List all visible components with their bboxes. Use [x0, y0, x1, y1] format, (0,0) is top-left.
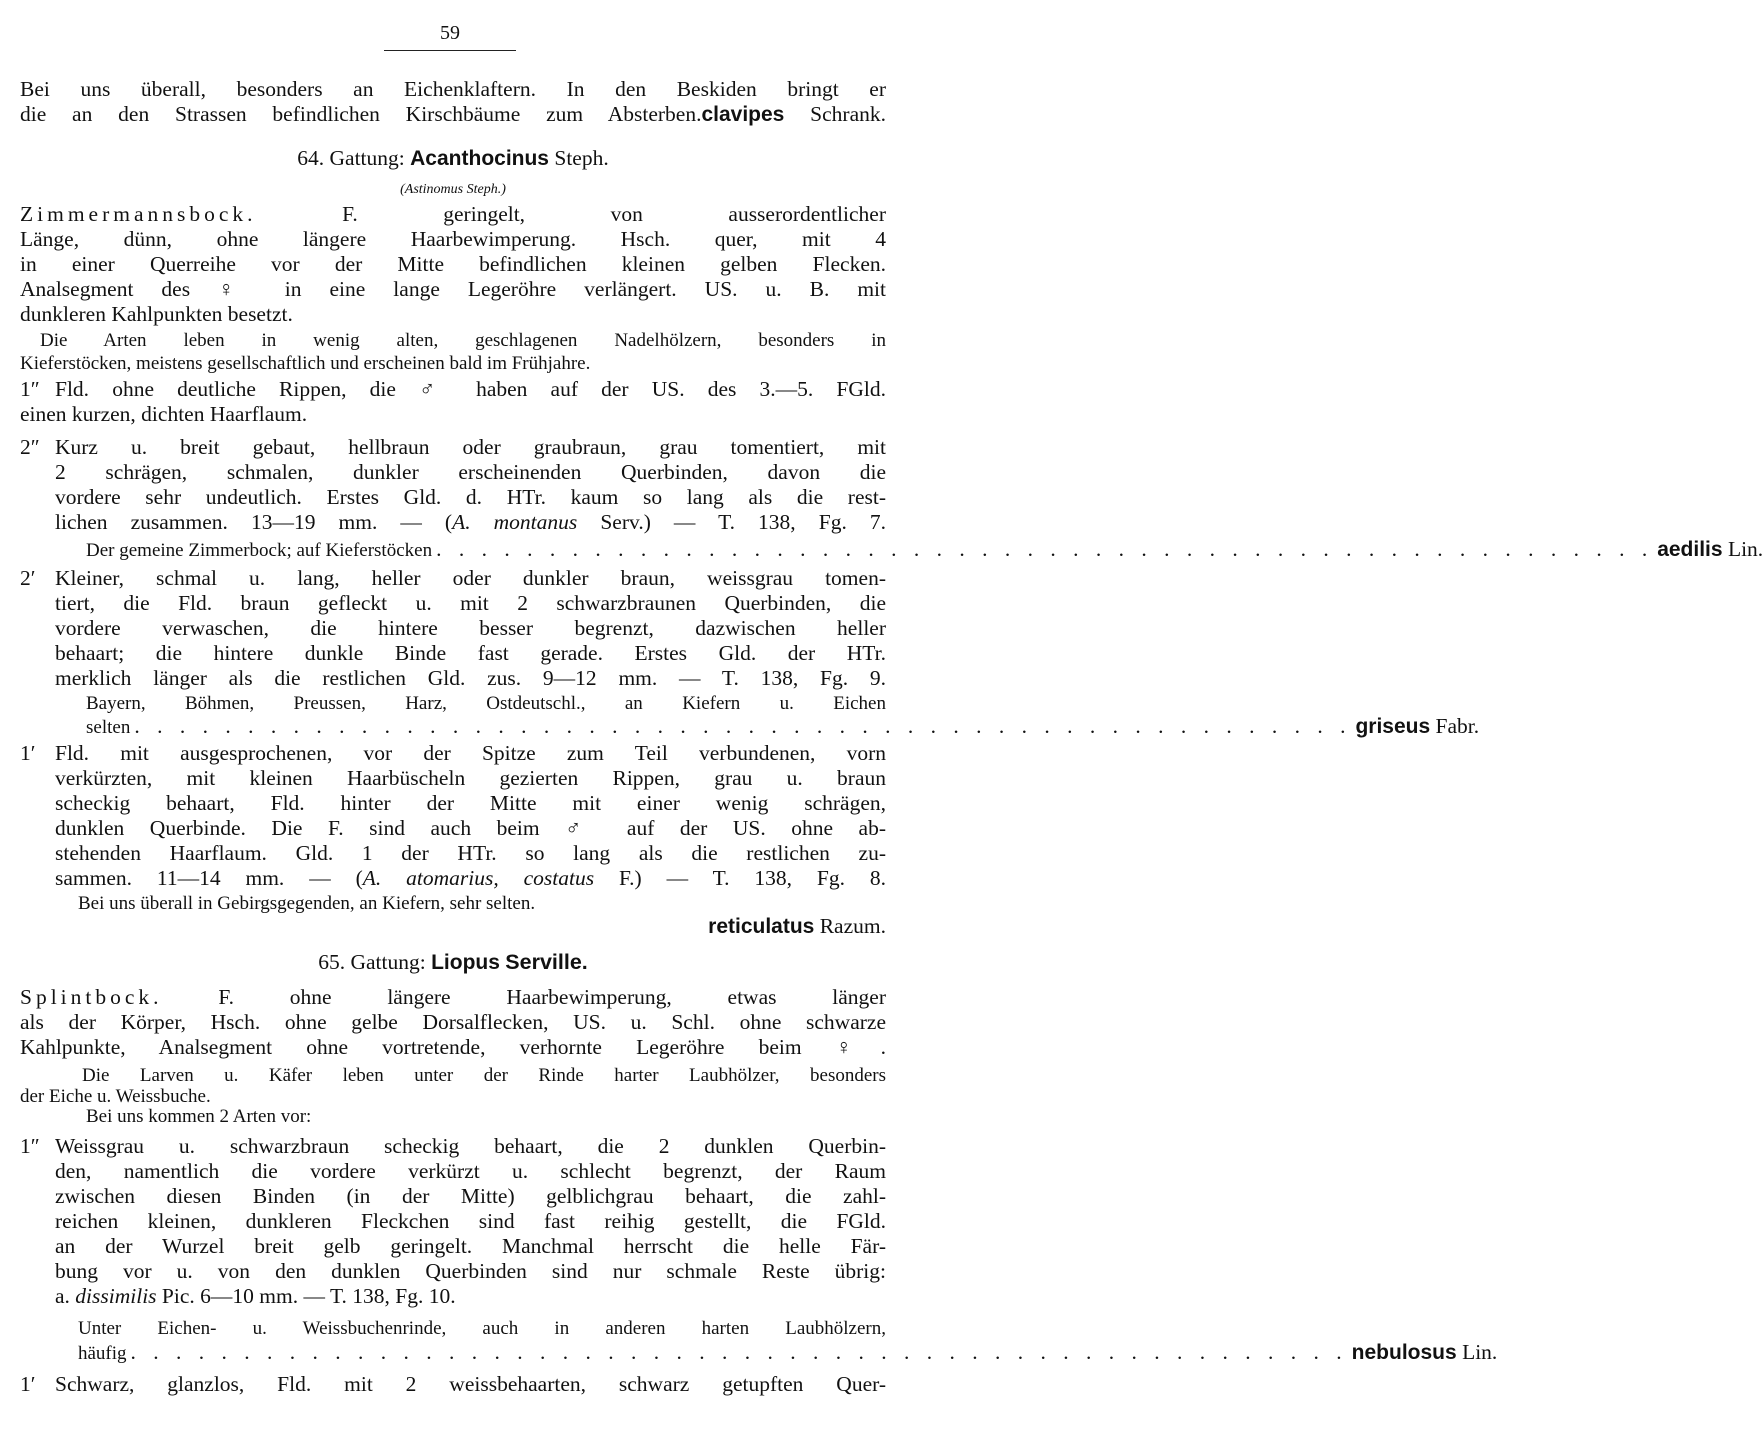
key-entry-line: 1″ Weissgrau u. schwarzbraun scheckig behaart, die 2 dunklen Querbin- [20, 1134, 886, 1158]
key-entry-line: 1″ Fld. ohne deutliche Rippen, die ♂ haben auf der US. des 3.—5. FGld. [20, 377, 886, 401]
note-line: der Eiche u. Weissbuche. [20, 1086, 211, 1107]
text-line: lichen zusammen. 13—19 mm. — (A. montanus Serv.) — T. 138, Fg. 7. [55, 510, 886, 534]
text-line: Kahlpunkte, Analsegment ohne vortretende, verhornte Legeröhre beim ♀. [20, 1035, 886, 1059]
page-number: 59 [440, 22, 460, 44]
note-line: Kieferstöcken, meistens gesellschaftlich und erscheinen bald im Frühjahre. [20, 353, 591, 374]
species-name: reticulatus [708, 915, 815, 938]
text-line: behaart; die hintere dunkle Binde fast gerade. Erstes Gld. der HTr. [55, 641, 886, 665]
text-line: scheckig behaart, Fld. hinter der Mitte mit einer wenig schrägen, [55, 791, 886, 815]
text-line: reichen kleinen, dunkleren Fleckchen sind fast reihig gestellt, die FGld. [55, 1209, 886, 1233]
text-line: Unter Eichen- u. Weissbuchenrinde, auch in anderen harten Laubhölzern, [78, 1318, 886, 1339]
text-line: Analsegment des ♀ in eine lange Legeröhre verlängert. US. u. B. mit [20, 277, 886, 301]
text-line: Zimmermannsbock. F. geringelt, von ausserordentlicher [20, 202, 886, 226]
text-line: tiert, die Fld. braun gefleckt u. mit 2 schwarzbraunen Querbinden, die [55, 591, 886, 615]
key-marker: 1′ [20, 1372, 36, 1396]
key-entry-line: 1′ Fld. mit ausgesprochenen, vor der Spitze zum Teil verbundenen, vorn [20, 741, 886, 765]
text-line: dunkleren Kahlpunkten besetzt. [20, 302, 293, 326]
note-line: Die Larven u. Käfer leben unter der Rinde harter Laubhölzer, besonders [82, 1065, 886, 1086]
key-marker: 2″ [20, 435, 40, 459]
text-line: einen kurzen, dichten Haarflaum. [20, 402, 308, 426]
text-line: 2 schrägen, schmalen, dunkler erscheinenden Querbinden, davon die [55, 460, 886, 484]
text-line: an der Wurzel breit gelb geringelt. Manchmal herrscht die helle Fär- [55, 1234, 886, 1258]
text-line: bung vor u. von den dunklen Querbinden sind nur schmale Reste übrig: [55, 1259, 886, 1283]
species-name: griseus [1355, 715, 1431, 738]
species-name: aedilis [1657, 538, 1723, 561]
key-marker: 1″ [20, 1134, 40, 1158]
text-line: selten . . . . . . . . . . . . . . . . . . . . . . . . . . . . . . . . . . . . . . . . . . . . . . . . . . . . . . griseus Fabr. [86, 714, 1480, 738]
key-entry-line: 1′ Schwarz, glanzlos, Fld. mit 2 weissbehaarten, schwarz getupften Quer- [20, 1372, 886, 1396]
text-line: vordere verwaschen, die hintere besser begrenzt, dazwischen heller [55, 616, 886, 640]
text-line: stehenden Haarflaum. Gld. 1 der HTr. so lang als die restlichen zu- [55, 841, 886, 865]
text-line: als der Körper, Hsch. ohne gelbe Dorsalflecken, US. u. Schl. ohne schwarze [20, 1010, 886, 1034]
common-name: Splintbock. [20, 985, 163, 1009]
common-name: Zimmermannsbock. [20, 202, 257, 226]
genus-heading: 65. Gattung: Liopus Serville. [318, 950, 588, 974]
text-line: häufig . . . . . . . . . . . . . . . . . . . . . . . . . . . . . . . . . . . . . . . . . . . . . . . . . . . . . . nebulosus Lin. [78, 1340, 1498, 1364]
header-rule [384, 50, 516, 51]
text-line: a. dissimilis Pic. 6—10 mm. — T. 138, Fg. 10. [55, 1284, 456, 1308]
text-line: sammen. 11—14 mm. — (A. atomarius, costatus F.) — T. 138, Fg. 8. [55, 866, 886, 890]
text-line: Bayern, Böhmen, Preussen, Harz, Ostdeutschl., an Kiefern u. Eichen [86, 693, 886, 714]
genus-synonym: (Astinomus Steph.) [400, 182, 506, 197]
key-marker: 1′ [20, 741, 36, 765]
key-entry-line: 2″ Kurz u. breit gebaut, hellbraun oder graubraun, grau tomentiert, mit [20, 435, 886, 459]
text-line: merklich länger als die restlichen Gld. zus. 9—12 mm. — T. 138, Fg. 9. [55, 666, 886, 690]
text-line: Splintbock. F. ohne längere Haarbewimperung, etwas länger [20, 985, 887, 1009]
text-line: Der gemeine Zimmerbock; auf Kieferstöcken . . . . . . . . . . . . . . . . . . . . . . . . . . . . . . . . . . . . . . . . . . . . . . . . . . . . . . aedilis Lin. [86, 537, 1763, 561]
text-line: die an den Strassen befindlichen Kirschbäume zum Absterben.clavipes Schrank. [20, 102, 886, 126]
text-line: Länge, dünn, ohne längere Haarbewimperung. Hsch. quer, mit 4 [20, 227, 886, 251]
key-entry-line: 2′ Kleiner, schmal u. lang, heller oder dunkler braun, weissgrau tomen- [20, 566, 886, 590]
text-line: Bei uns überall in Gebirgsgegenden, an Kiefern, sehr selten. [78, 893, 536, 914]
genus-name: Acanthocinus [410, 147, 549, 170]
leader-dots: . . . . . . . . . . . . . . . . . . . . . . . . . . . . . . . . . . . . . . . . . . . . . . . . . . . . . . [436, 537, 1654, 561]
species-name: nebulosus [1351, 1341, 1457, 1364]
text-line: dunklen Querbinde. Die F. sind auch beim ♂ auf der US. ohne ab- [55, 816, 886, 840]
text-line: in einer Querreihe vor der Mitte befindlichen kleinen gelben Flecken. [20, 252, 886, 276]
note-line: Die Arten leben in wenig alten, geschlagenen Nadelhölzern, besonders in [40, 330, 886, 351]
text-line: zwischen diesen Binden (in der Mitte) gelblichgrau behaart, die zahl- [55, 1184, 886, 1208]
leader-dots: . . . . . . . . . . . . . . . . . . . . . . . . . . . . . . . . . . . . . . . . . . . . . . . . . . . . . . [134, 714, 1352, 738]
key-marker: 2′ [20, 566, 36, 590]
text-line: verkürzten, mit kleinen Haarbüscheln gezierten Rippen, grau u. braun [55, 766, 886, 790]
genus-heading: 64. Gattung: Acanthocinus Steph. [297, 146, 609, 170]
key-marker: 1″ [20, 377, 40, 401]
leader-dots: . . . . . . . . . . . . . . . . . . . . . . . . . . . . . . . . . . . . . . . . . . . . . . . . . . . . . . [130, 1340, 1348, 1364]
text-line: Bei uns überall, besonders an Eichenklaftern. In den Beskiden bringt er [20, 77, 886, 101]
genus-name: Liopus [431, 951, 500, 974]
text-line: vordere sehr undeutlich. Erstes Gld. d. HTr. kaum so lang als die rest- [55, 485, 886, 509]
text-line: den, namentlich die vordere verkürzt u. schlecht begrenzt, der Raum [55, 1159, 886, 1183]
note-line: Bei uns kommen 2 Arten vor: [86, 1106, 312, 1127]
text-line: reticulatus Razum. [708, 914, 886, 938]
species-name: clavipes [701, 103, 785, 126]
